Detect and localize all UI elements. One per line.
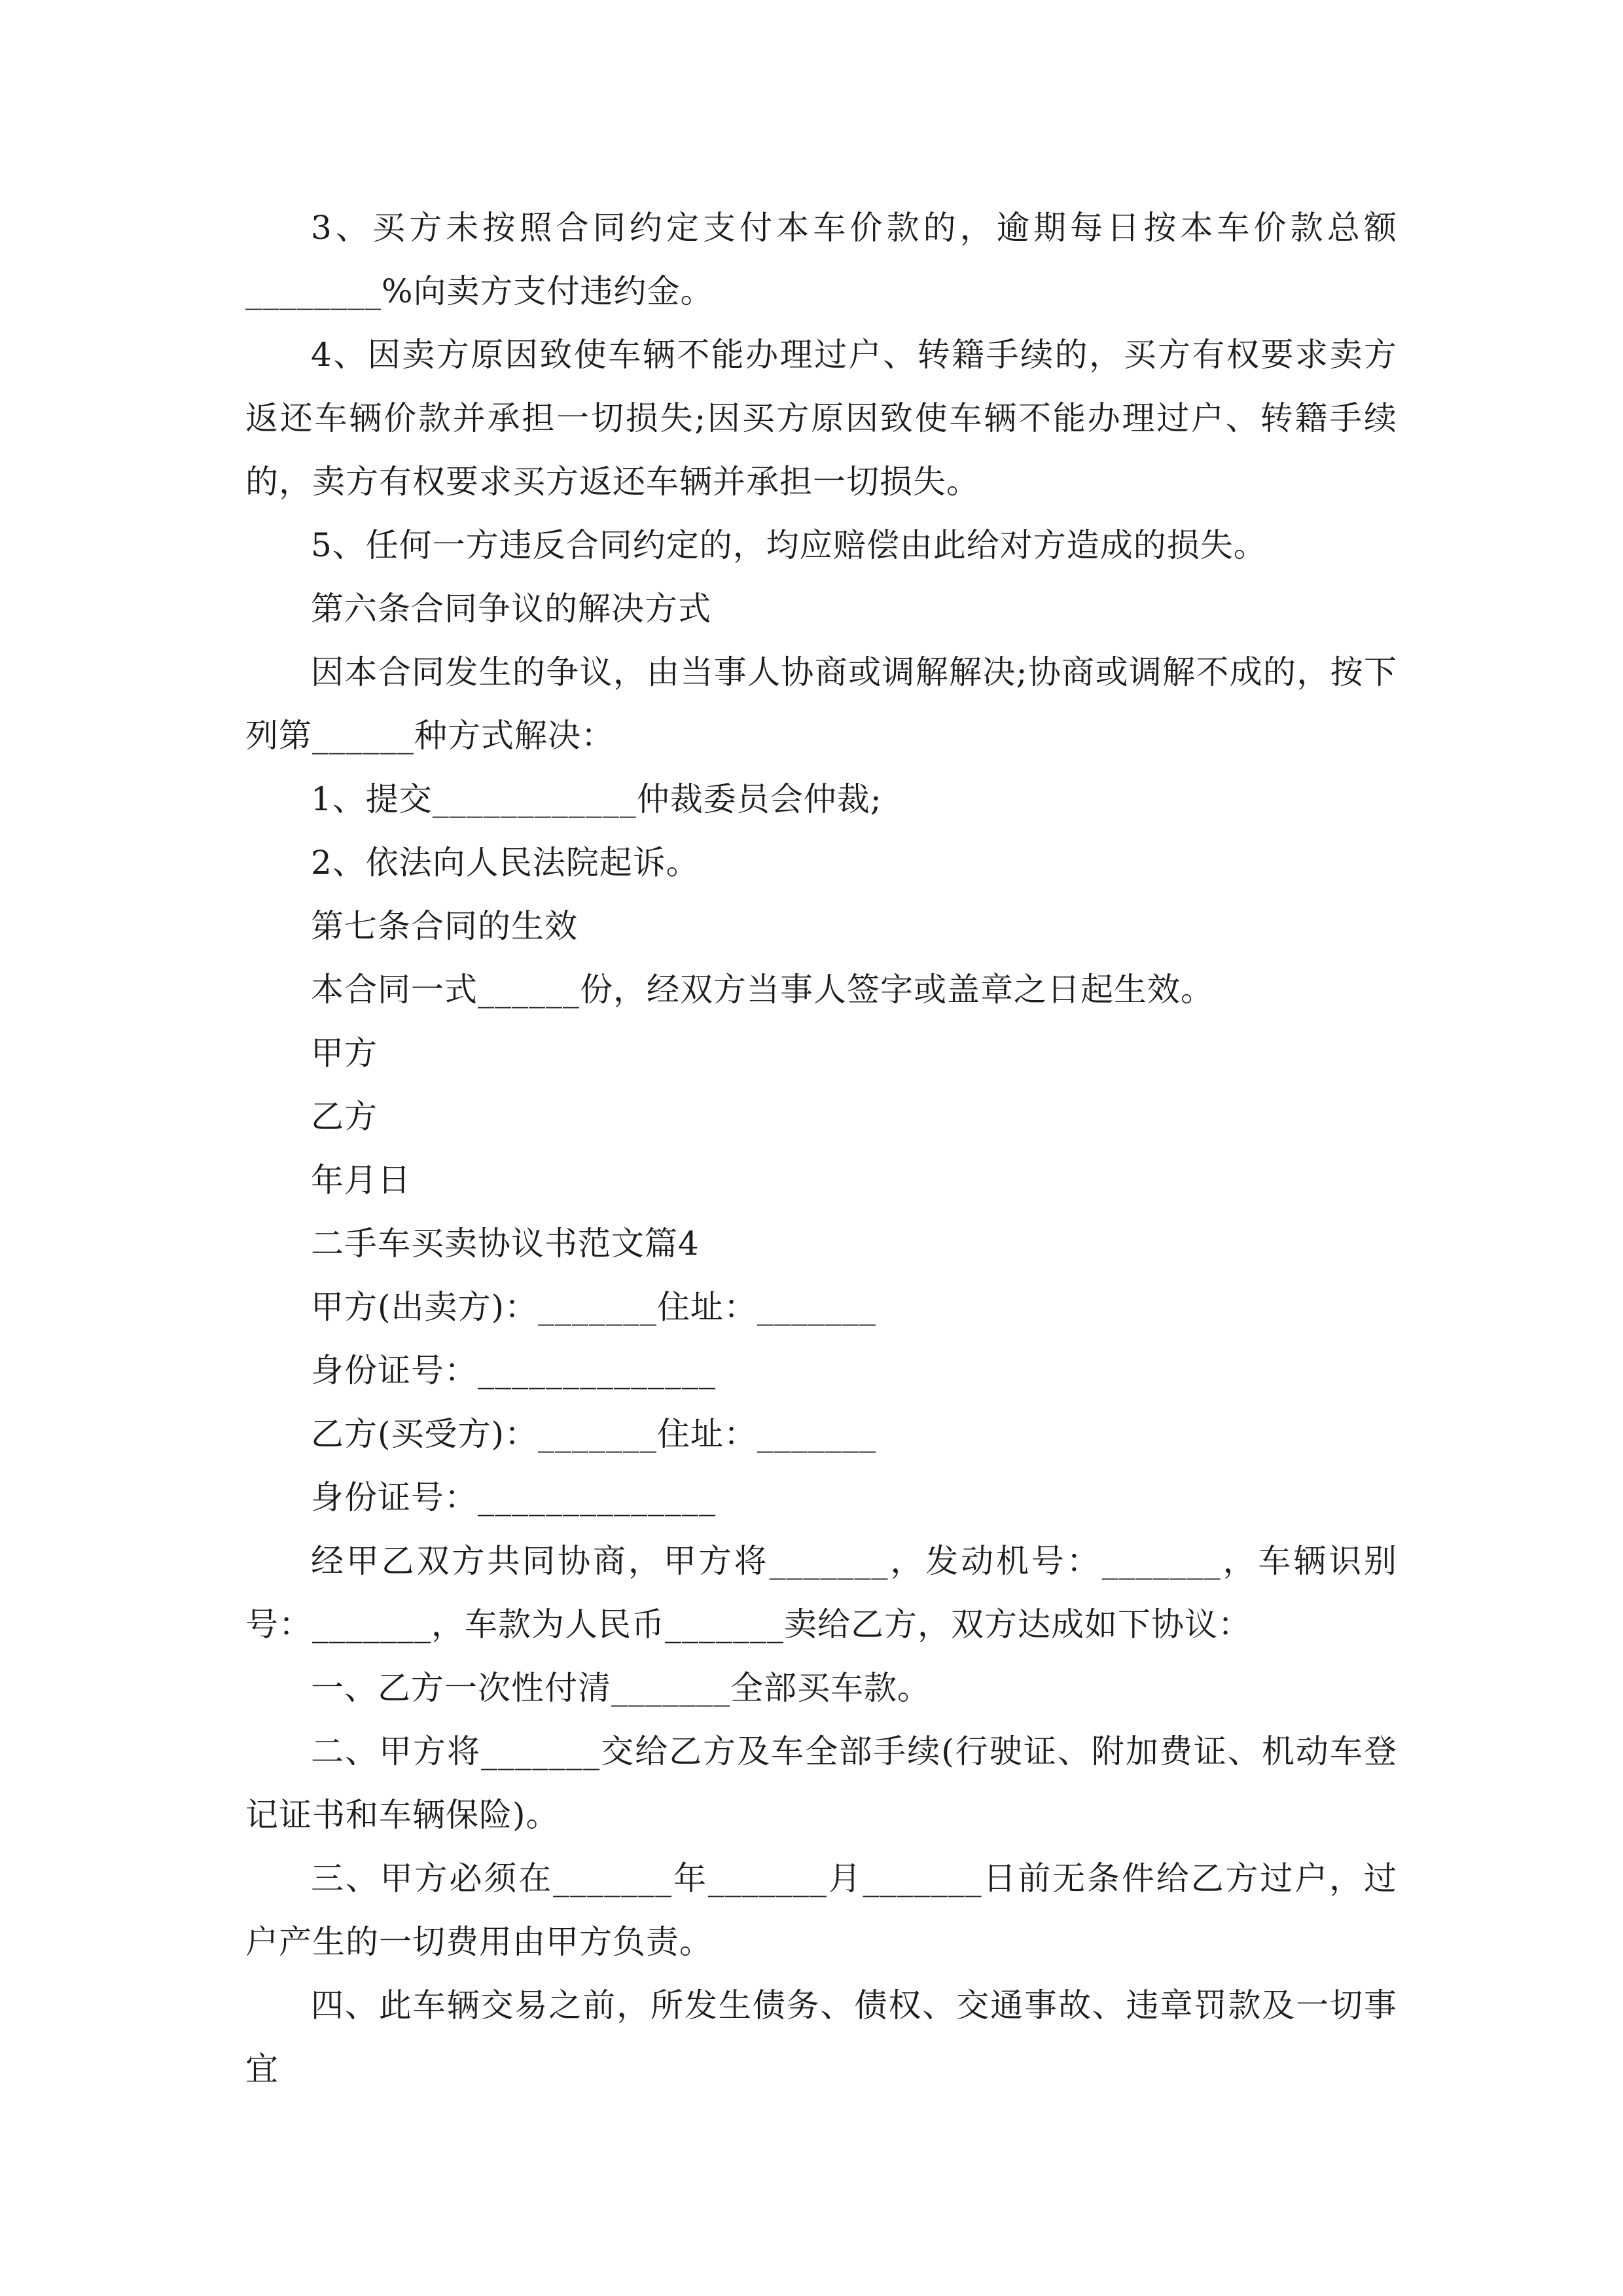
article-6-heading: 第六条合同争议的解决方式 <box>311 590 711 628</box>
term-4-liabilities: 四、此车辆交易之前，所发生债务、债权、交通事故、违章罚款及一切事宜 <box>245 1986 1397 2088</box>
dispute-option-court: 2、依法向人民法院起诉。 <box>311 844 700 882</box>
clause-3-late-payment: 3、买方未按照合同约定支付本车价款的，逾期每日按本车价款总额________%向卖方支付违约金。 <box>245 209 1397 310</box>
party-a-seller-line: 甲方(出卖方)：_______住址：_______ <box>311 1288 877 1326</box>
document-body <box>245 196 1397 2101</box>
term-3-transfer: 三、甲方必须在_______年_______月_______日前无条件给乙方过户，过户产生的一切费用由甲方负责。 <box>245 1859 1397 1961</box>
agreement-intro: 经甲乙双方共同协商，甲方将_______，发动机号：_______，车辆识别号：_______，车款为人民币_______卖给乙方，双方达成如下协议： <box>245 1542 1397 1643</box>
term-1-payment: 一、乙方一次性付清_______全部买车款。 <box>311 1669 931 1707</box>
clause-5-breach: 5、任何一方违反合同约定的，均应赔偿由此给对方造成的损失。 <box>311 526 1267 564</box>
party-b-id-line: 身份证号：______________ <box>311 1479 716 1516</box>
clause-4-transfer-failure: 4、因卖方原因致使车辆不能办理过户、转籍手续的，买方有权要求卖方返还车辆价款并承担一切损失;因买方原因致使车辆不能办理过户、转籍手续的，卖方有权要求买方返还车辆并承担一切损失。 <box>245 336 1397 501</box>
party-a-signature-label: 甲方 <box>311 1034 378 1072</box>
date-label: 年月日 <box>311 1161 411 1199</box>
dispute-resolution-text: 因本合同发生的争议，由当事人协商或调解解决;协商或调解不成的，按下列第______种方式解决： <box>245 653 1397 755</box>
party-b-buyer-line: 乙方(买受方)：_______住址：_______ <box>311 1415 877 1453</box>
article-7-heading: 第七条合同的生效 <box>311 907 578 945</box>
party-a-id-line: 身份证号：______________ <box>311 1352 716 1390</box>
party-b-signature-label: 乙方 <box>311 1098 378 1136</box>
dispute-option-arbitration: 1、提交____________仲裁委员会仲裁; <box>311 780 882 818</box>
effectiveness-text: 本合同一式______份，经双方当事人签字或盖章之日起生效。 <box>311 971 1214 1009</box>
section-title-sample-4: 二手车买卖协议书范文篇4 <box>311 1225 700 1263</box>
term-2-handover: 二、甲方将_______交给乙方及车全部手续(行驶证、附加费证、机动车登记证书和车辆保险)。 <box>245 1732 1397 1834</box>
